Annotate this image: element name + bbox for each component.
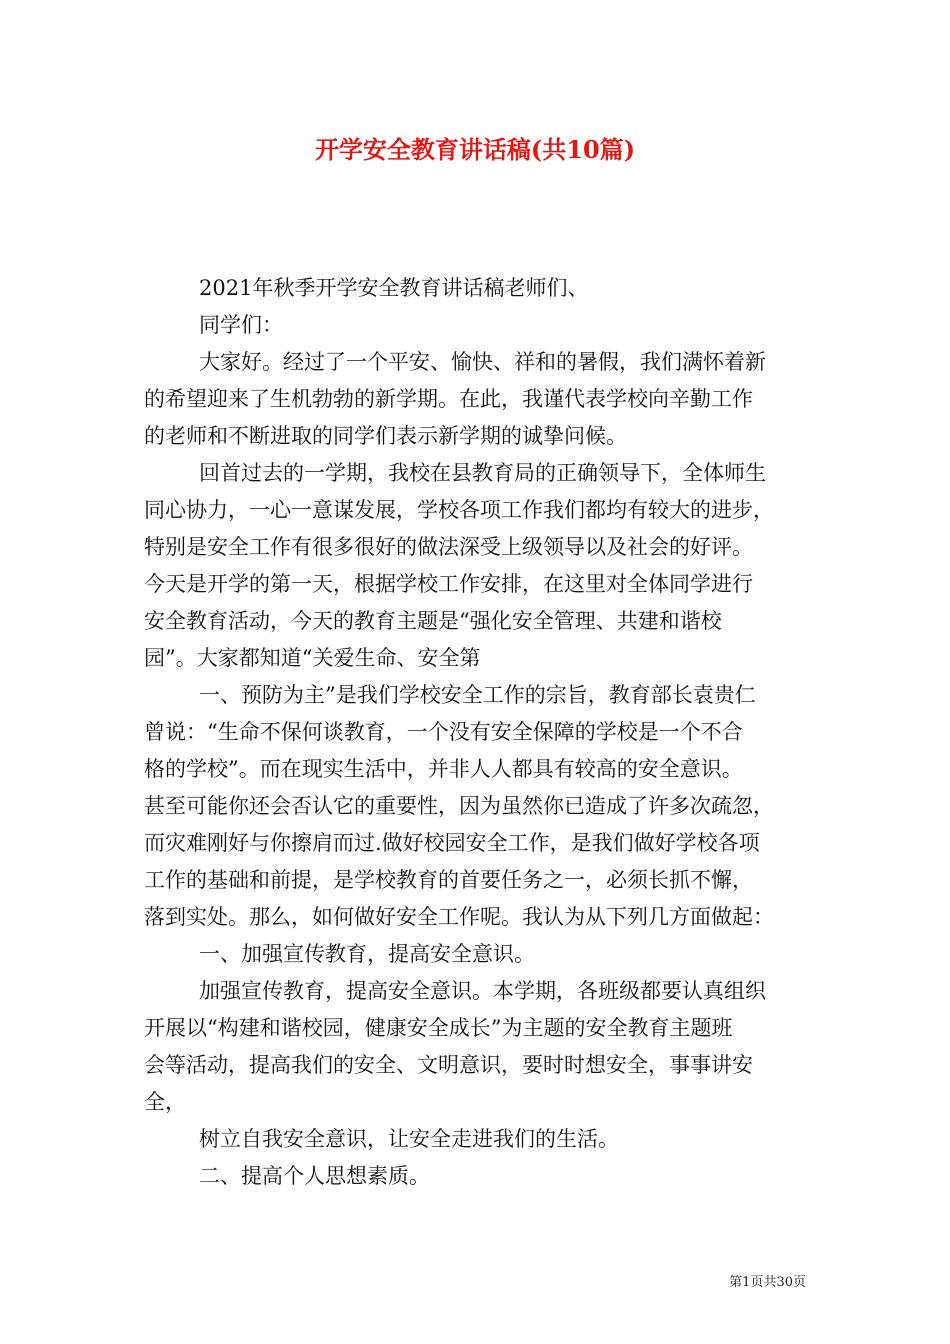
body-line: 曾说：“生命不保何谈教育，一个没有安全保障的学校是一个不合 — [144, 720, 743, 744]
body-line: 一、预防为主”是我们学校安全工作的宗旨，教育部长袁贵仁 — [199, 683, 756, 707]
body-line: 加强宣传教育，提高安全意识。本学期，各班级都要认真组织 — [199, 979, 766, 1003]
body-line: 同心协力，一心一意谋发展，学校各项工作我们都均有较大的进步， — [144, 498, 774, 522]
document-body — [144, 270, 812, 1195]
body-line: 一、加强宣传教育，提高安全意识。 — [199, 942, 535, 966]
body-line: 而灾难刚好与你擦肩而过.做好校园安全工作，是我们做好学校各项 — [144, 831, 760, 855]
body-line: 安全教育活动，今天的教育主题是“强化安全管理、共建和谐校 — [144, 609, 722, 633]
body-line: 会等活动，提高我们的安全、文明意识，要时时想安全，事事讲安 — [144, 1053, 753, 1077]
body-line: 开展以“构建和谐校园，健康安全成长”为主题的安全教育主题班 — [144, 1016, 733, 1040]
body-line: 的希望迎来了生机勃勃的新学期。在此，我谨代表学校向辛勤工作 — [144, 387, 753, 411]
body-line: 今天是开学的第一天，根据学校工作安排，在这里对全体同学进行 — [144, 572, 753, 596]
document-title: 开学安全教育讲话稿(共10篇) — [314, 135, 636, 164]
body-line: 甚至可能你还会否认它的重要性，因为虽然你已造成了许多次疏忽， — [144, 794, 774, 818]
body-line: 同学们： — [199, 313, 283, 337]
body-line: 二、提高个人思想素质。 — [199, 1164, 430, 1188]
body-line: 的老师和不断进取的同学们表示新学期的诚挚问候。 — [144, 424, 627, 448]
body-line: 落到实处。那么，如何做好安全工作呢。我认为从下列几方面做起： — [144, 905, 774, 929]
page-number: 第1页共30页 — [729, 1275, 806, 1290]
body-line: 格的学校”。而在现实生活中，并非人人都具有较高的安全意识。 — [144, 757, 743, 781]
body-line: 大家好。经过了一个平安、愉快、祥和的暑假，我们满怀着新 — [199, 350, 766, 374]
body-line: 2021年秋季开学安全教育讲话稿老师们、 — [199, 276, 589, 300]
body-line: 工作的基础和前提，是学校教育的首要任务之一，必须长抓不懈， — [144, 868, 753, 892]
body-line: 回首过去的一学期，我校在县教育局的正确领导下，全体师生 — [199, 461, 766, 485]
body-line: 特别是安全工作有很多很好的做法深受上级领导以及社会的好评。 — [144, 535, 753, 559]
body-line: 树立自我安全意识，让安全走进我们的生活。 — [199, 1127, 619, 1151]
body-line: 园”。大家都知道“关爱生命、安全第 — [144, 646, 481, 670]
body-line: 全， — [144, 1090, 186, 1114]
